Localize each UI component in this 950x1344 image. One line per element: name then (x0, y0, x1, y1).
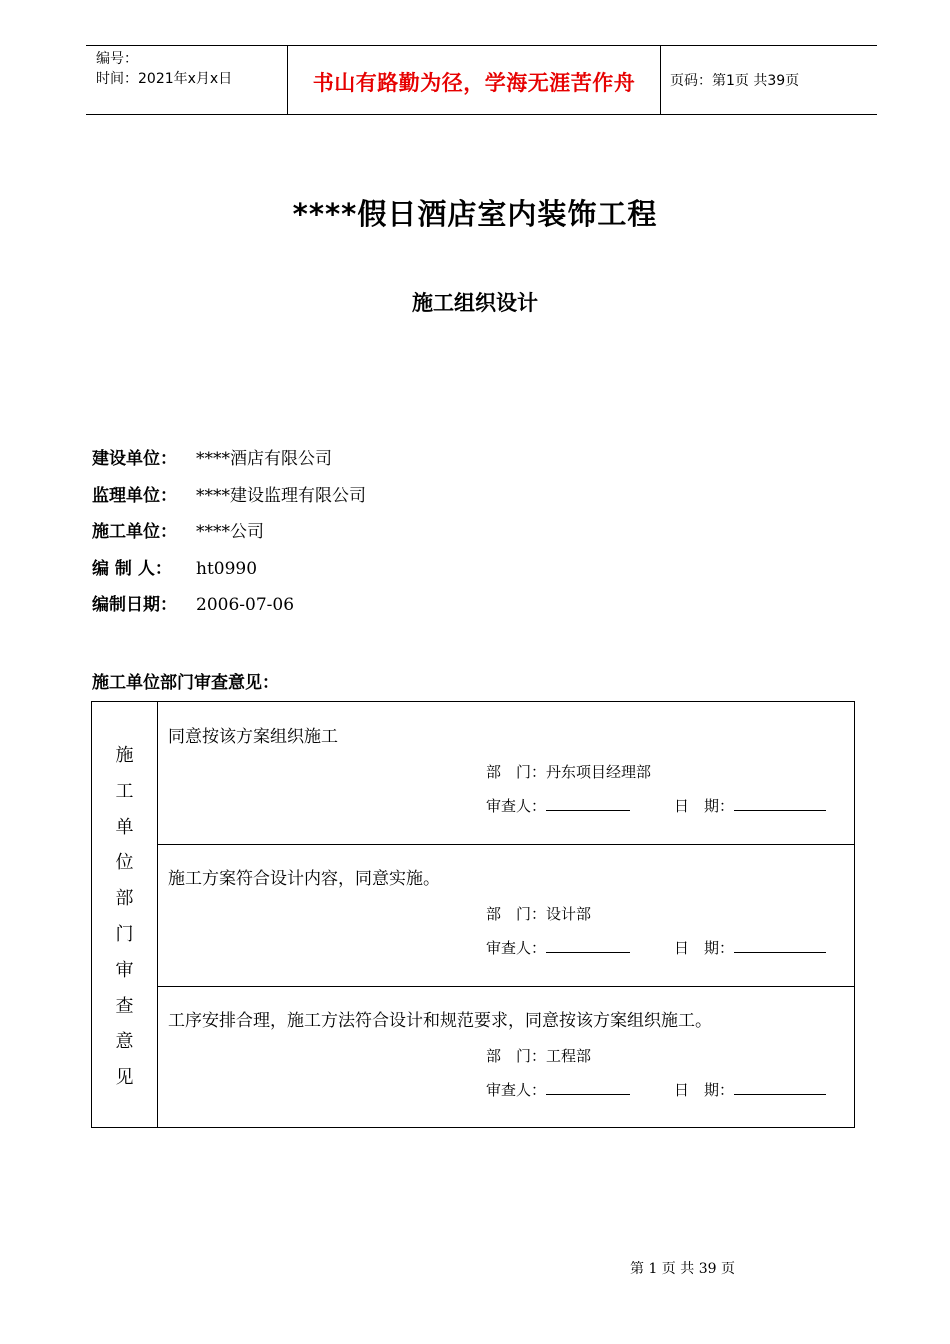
review-department: 部 门：工程部 (486, 1047, 592, 1065)
info-value: ****建设监理有限公司 (196, 485, 366, 506)
date-label: 日 期： (674, 1081, 735, 1099)
review-cell (158, 986, 855, 1128)
side-char: 单 (115, 816, 134, 838)
header-divider (660, 46, 661, 114)
header-meta (96, 49, 232, 89)
document-title: ****假日酒店室内装饰工程 (292, 197, 658, 231)
side-char: 工 (115, 780, 134, 802)
review-section-title: 施工单位部门审查意见： (92, 673, 279, 693)
side-char: 施 (115, 745, 134, 766)
review-cell (158, 844, 855, 987)
info-row (92, 594, 366, 631)
side-char: 审 (115, 959, 134, 981)
side-char: 位 (115, 852, 134, 874)
time-label: 时间：2021年x月x日 (96, 71, 233, 87)
reviewer-blank (546, 938, 630, 953)
info-row (92, 521, 366, 558)
date-blank (734, 938, 826, 953)
number-label: 编号： (96, 51, 138, 67)
review-opinion: 施工方案符合设计内容，同意实施。 (168, 869, 440, 889)
review-signoff (486, 795, 826, 816)
page-header (86, 45, 877, 115)
date-blank (734, 796, 826, 811)
review-table (91, 701, 855, 1128)
date-label: 日 期： (674, 797, 735, 815)
reviewer-label: 审查人： (486, 797, 547, 815)
info-value: ht0990 (196, 558, 258, 579)
info-label: 编 制 人： (92, 558, 172, 579)
review-opinion: 同意按该方案组织施工 (168, 727, 338, 747)
review-signoff (486, 1079, 826, 1100)
review-department: 部 门：设计部 (486, 905, 592, 923)
date-label: 日 期： (674, 939, 735, 957)
side-char: 意 (115, 1031, 134, 1053)
info-row (92, 485, 366, 522)
date-blank (734, 1080, 826, 1095)
review-department: 部 门：丹东项目经理部 (486, 763, 652, 781)
info-value: ****酒店有限公司 (196, 449, 332, 469)
header-motto: 书山有路勤为径，学海无涯苦作舟 (312, 70, 636, 95)
side-char: 见 (115, 1067, 134, 1089)
review-cell (158, 702, 855, 845)
side-char: 门 (115, 923, 134, 945)
info-row (92, 558, 366, 595)
info-value: 2006-07-06 (196, 595, 295, 615)
info-row (92, 448, 366, 485)
review-signoff (486, 937, 826, 958)
header-page-info: 页码：第1页 共39页 (670, 73, 800, 89)
page-footer: 第 1 页 共 39 页 (630, 1261, 735, 1277)
side-char: 查 (115, 995, 134, 1017)
project-info (92, 448, 366, 631)
reviewer-blank (546, 1080, 630, 1095)
review-side-column (92, 702, 158, 1127)
info-label: 施工单位： (92, 522, 177, 542)
reviewer-label: 审查人： (486, 1081, 547, 1099)
document-subtitle: 施工组织设计 (412, 291, 538, 315)
side-char: 部 (115, 888, 134, 910)
info-label: 建设单位： (92, 449, 177, 469)
info-label: 编制日期： (92, 595, 177, 615)
info-value: ****公司 (196, 522, 264, 542)
review-side-label (92, 738, 157, 1096)
review-opinion: 工序安排合理，施工方法符合设计和规范要求，同意按该方案组织施工。 (168, 1011, 712, 1031)
info-label: 监理单位： (92, 485, 177, 506)
reviewer-label: 审查人： (486, 939, 547, 957)
reviewer-blank (546, 796, 630, 811)
